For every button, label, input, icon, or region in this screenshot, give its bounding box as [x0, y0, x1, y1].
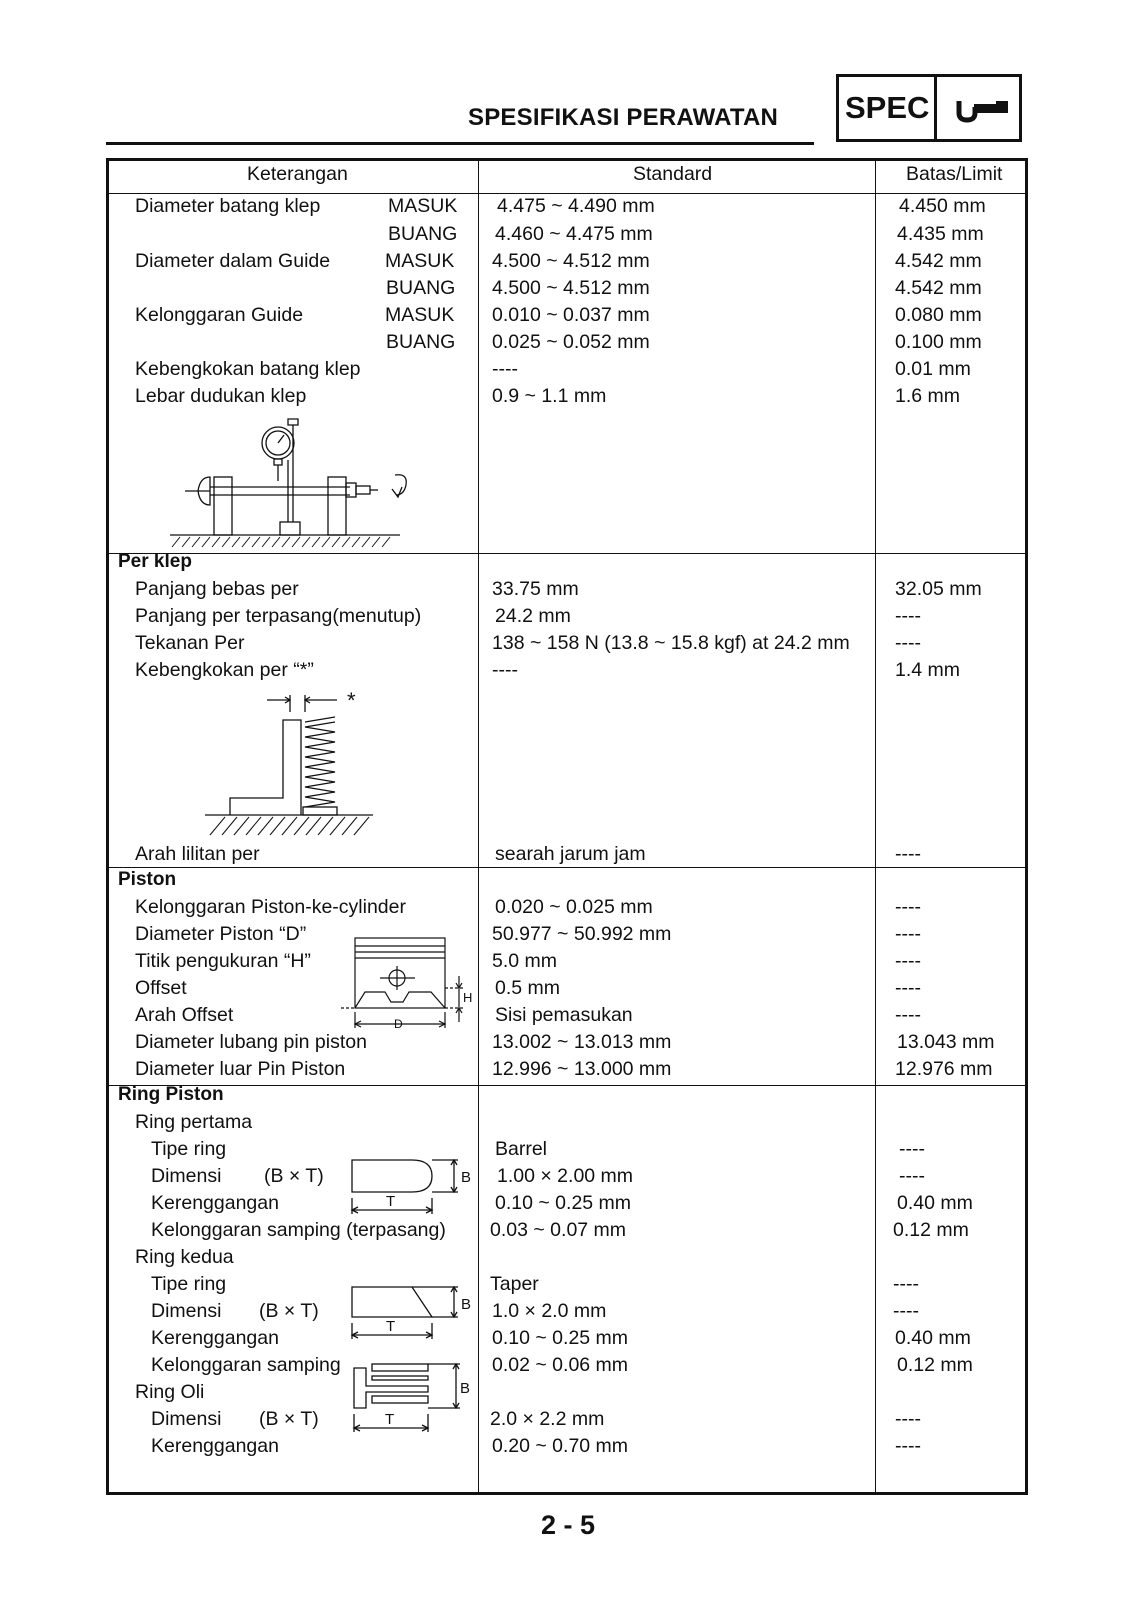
item-sub-label: MASUK — [385, 304, 455, 326]
standard-value: Barrel — [495, 1138, 548, 1160]
spring-tilt-diagram — [205, 690, 385, 850]
piston-d-label: D — [394, 1017, 403, 1031]
item-sub-label: BUANG — [386, 331, 456, 353]
standard-value: 0.10 ~ 0.25 mm — [495, 1192, 632, 1214]
standard-value: 0.5 mm — [495, 977, 561, 999]
standard-value: 0.020 ~ 0.025 mm — [495, 896, 653, 918]
item-label: Tipe ring — [151, 1138, 227, 1160]
limit-value: ---- — [893, 1273, 919, 1295]
valve-runout-diagram — [170, 415, 420, 550]
limit-value: ---- — [895, 923, 921, 945]
section-title: Piston — [118, 869, 177, 890]
limit-value: 0.01 mm — [895, 358, 971, 380]
page-title: SPESIFIKASI PERAWATAN — [468, 104, 779, 131]
sub-section-title: Ring Oli — [135, 1381, 205, 1403]
item-label: Panjang bebas per — [135, 578, 299, 600]
standard-value: 4.460 ~ 4.475 mm — [495, 223, 653, 245]
row-divider — [109, 553, 1025, 554]
standard-value: 33.75 mm — [492, 578, 579, 600]
item-label: Offset — [135, 977, 187, 999]
item-label: Kerenggangan — [151, 1327, 279, 1349]
piston-diagram — [335, 930, 485, 1040]
standard-value: 12.996 ~ 13.000 mm — [492, 1058, 672, 1080]
limit-value: ---- — [895, 632, 921, 654]
item-label: Dimensi — [151, 1408, 222, 1430]
limit-value: ---- — [895, 843, 921, 865]
limit-value: 0.40 mm — [895, 1327, 971, 1349]
item-sub-label: BUANG — [388, 223, 458, 245]
standard-value: 13.002 ~ 13.013 mm — [492, 1031, 672, 1053]
item-label: Tekanan Per — [135, 632, 245, 654]
standard-value: searah jarum jam — [495, 843, 646, 865]
limit-value: 1.4 mm — [895, 659, 961, 681]
standard-value: 50.977 ~ 50.992 mm — [492, 923, 672, 945]
standard-value: 5.0 mm — [492, 950, 558, 972]
section-title: Per klep — [118, 551, 192, 572]
section-title: Ring Piston — [118, 1084, 224, 1105]
limit-value: 4.450 mm — [899, 195, 986, 217]
item-label: Dimensi — [151, 1300, 222, 1322]
item-label: Arah lilitan per — [135, 843, 260, 865]
oil-ring-diagram — [352, 1362, 477, 1437]
limit-value: 4.542 mm — [895, 277, 982, 299]
standard-value: 4.500 ~ 4.512 mm — [492, 250, 650, 272]
ring-b-label: B — [461, 1296, 472, 1313]
item-label: Kerenggangan — [151, 1435, 279, 1457]
limit-value: 1.6 mm — [895, 385, 961, 407]
ring-b-label: B — [461, 1169, 472, 1186]
ring-b-label: B — [460, 1380, 471, 1397]
ring-t-label: T — [386, 1193, 396, 1210]
micrometer-icon — [955, 95, 1011, 123]
standard-value: 2.0 × 2.2 mm — [490, 1408, 605, 1430]
item-label: Diameter lubang pin piston — [135, 1031, 367, 1053]
standard-value: 138 ~ 158 N (13.8 ~ 15.8 kgf) at 24.2 mm — [492, 632, 850, 654]
limit-value: ---- — [895, 896, 921, 918]
barrel-ring-diagram — [350, 1158, 480, 1220]
standard-value: 0.02 ~ 0.06 mm — [492, 1354, 629, 1376]
standard-value: 0.025 ~ 0.052 mm — [492, 331, 650, 353]
column-header-limit: Batas/Limit — [906, 163, 1003, 185]
limit-value: 4.542 mm — [895, 250, 982, 272]
item-sub-label: BUANG — [386, 277, 456, 299]
limit-value: 0.40 mm — [897, 1192, 973, 1214]
column-divider — [875, 161, 876, 1492]
limit-value: 0.12 mm — [893, 1219, 969, 1241]
limit-value: ---- — [895, 1004, 921, 1026]
item-label: Kelonggaran Piston-ke-cylinder — [135, 896, 406, 918]
column-header-item: Keterangan — [247, 163, 348, 185]
item-label: Diameter Piston “D” — [135, 923, 307, 945]
limit-value: 0.12 mm — [897, 1354, 973, 1376]
limit-value: 0.080 mm — [895, 304, 982, 326]
piston-h-label: H — [463, 990, 473, 1005]
item-label: Kelonggaran samping — [151, 1354, 341, 1376]
item-label: Kebengkokan batang klep — [135, 358, 361, 380]
item-label: Diameter luar Pin Piston — [135, 1058, 346, 1080]
item-label: Arah Offset — [135, 1004, 234, 1026]
page-number: 2 - 5 — [541, 1510, 596, 1540]
limit-value: ---- — [895, 1435, 921, 1457]
item-sub-label: (B × T) — [264, 1165, 324, 1187]
limit-value: 12.976 mm — [895, 1058, 993, 1080]
limit-value: ---- — [899, 1138, 925, 1160]
item-sub-label: (B × T) — [259, 1300, 319, 1322]
limit-value: ---- — [899, 1165, 925, 1187]
ring-t-label: T — [386, 1318, 396, 1335]
item-sub-label: (B × T) — [259, 1408, 319, 1430]
standard-value: 1.00 × 2.00 mm — [497, 1165, 634, 1187]
ring-t-label: T — [385, 1411, 395, 1428]
limit-value: ---- — [895, 605, 921, 627]
item-sub-label: MASUK — [385, 250, 455, 272]
item-label: Titik pengukuran “H” — [135, 950, 311, 972]
item-label: Dimensi — [151, 1165, 222, 1187]
standard-value: 0.20 ~ 0.70 mm — [492, 1435, 629, 1457]
standard-value: Taper — [490, 1273, 539, 1295]
standard-value: 4.500 ~ 4.512 mm — [492, 277, 650, 299]
limit-value: ---- — [893, 1300, 919, 1322]
column-header-standard: Standard — [633, 163, 713, 185]
standard-value: ---- — [492, 358, 518, 380]
taper-ring-diagram — [350, 1283, 480, 1345]
spec-label: SPEC — [845, 90, 930, 125]
sub-section-title: Ring pertama — [135, 1111, 253, 1133]
limit-value: ---- — [895, 1408, 921, 1430]
standard-value: 1.0 × 2.0 mm — [492, 1300, 607, 1322]
item-label: Diameter dalam Guide — [135, 250, 331, 272]
spec-badge — [836, 74, 1022, 142]
standard-value: Sisi pemasukan — [495, 1004, 633, 1026]
standard-value: 0.9 ~ 1.1 mm — [492, 385, 607, 407]
limit-value: 4.435 mm — [897, 223, 984, 245]
item-label: Kelonggaran Guide — [135, 304, 304, 326]
item-label: Lebar dudukan klep — [135, 385, 307, 407]
standard-value: 24.2 mm — [495, 605, 571, 627]
item-label: Kelonggaran samping (terpasang) — [151, 1219, 446, 1241]
row-divider — [109, 1085, 1025, 1086]
standard-value: 0.03 ~ 0.07 mm — [490, 1219, 627, 1241]
limit-value: 32.05 mm — [895, 578, 982, 600]
limit-value: ---- — [895, 977, 921, 999]
limit-value: ---- — [895, 950, 921, 972]
limit-value: 0.100 mm — [895, 331, 982, 353]
item-label: Kerenggangan — [151, 1192, 279, 1214]
standard-value: 0.010 ~ 0.037 mm — [492, 304, 650, 326]
spec-divider — [934, 77, 937, 139]
header-rule — [106, 142, 814, 145]
standard-value: ---- — [492, 659, 518, 681]
item-label: Panjang per terpasang(menutup) — [135, 605, 422, 627]
item-sub-label: MASUK — [388, 195, 458, 217]
sub-section-title: Ring kedua — [135, 1246, 234, 1268]
item-label: Tipe ring — [151, 1273, 227, 1295]
item-label: Diameter batang klep — [135, 195, 321, 217]
limit-value: 13.043 mm — [897, 1031, 995, 1053]
spring-tilt-marker: * — [347, 690, 356, 713]
standard-value: 4.475 ~ 4.490 mm — [497, 195, 655, 217]
row-divider — [109, 867, 1025, 868]
standard-value: 0.10 ~ 0.25 mm — [492, 1327, 629, 1349]
item-label: Kebengkokan per “*” — [135, 659, 314, 681]
